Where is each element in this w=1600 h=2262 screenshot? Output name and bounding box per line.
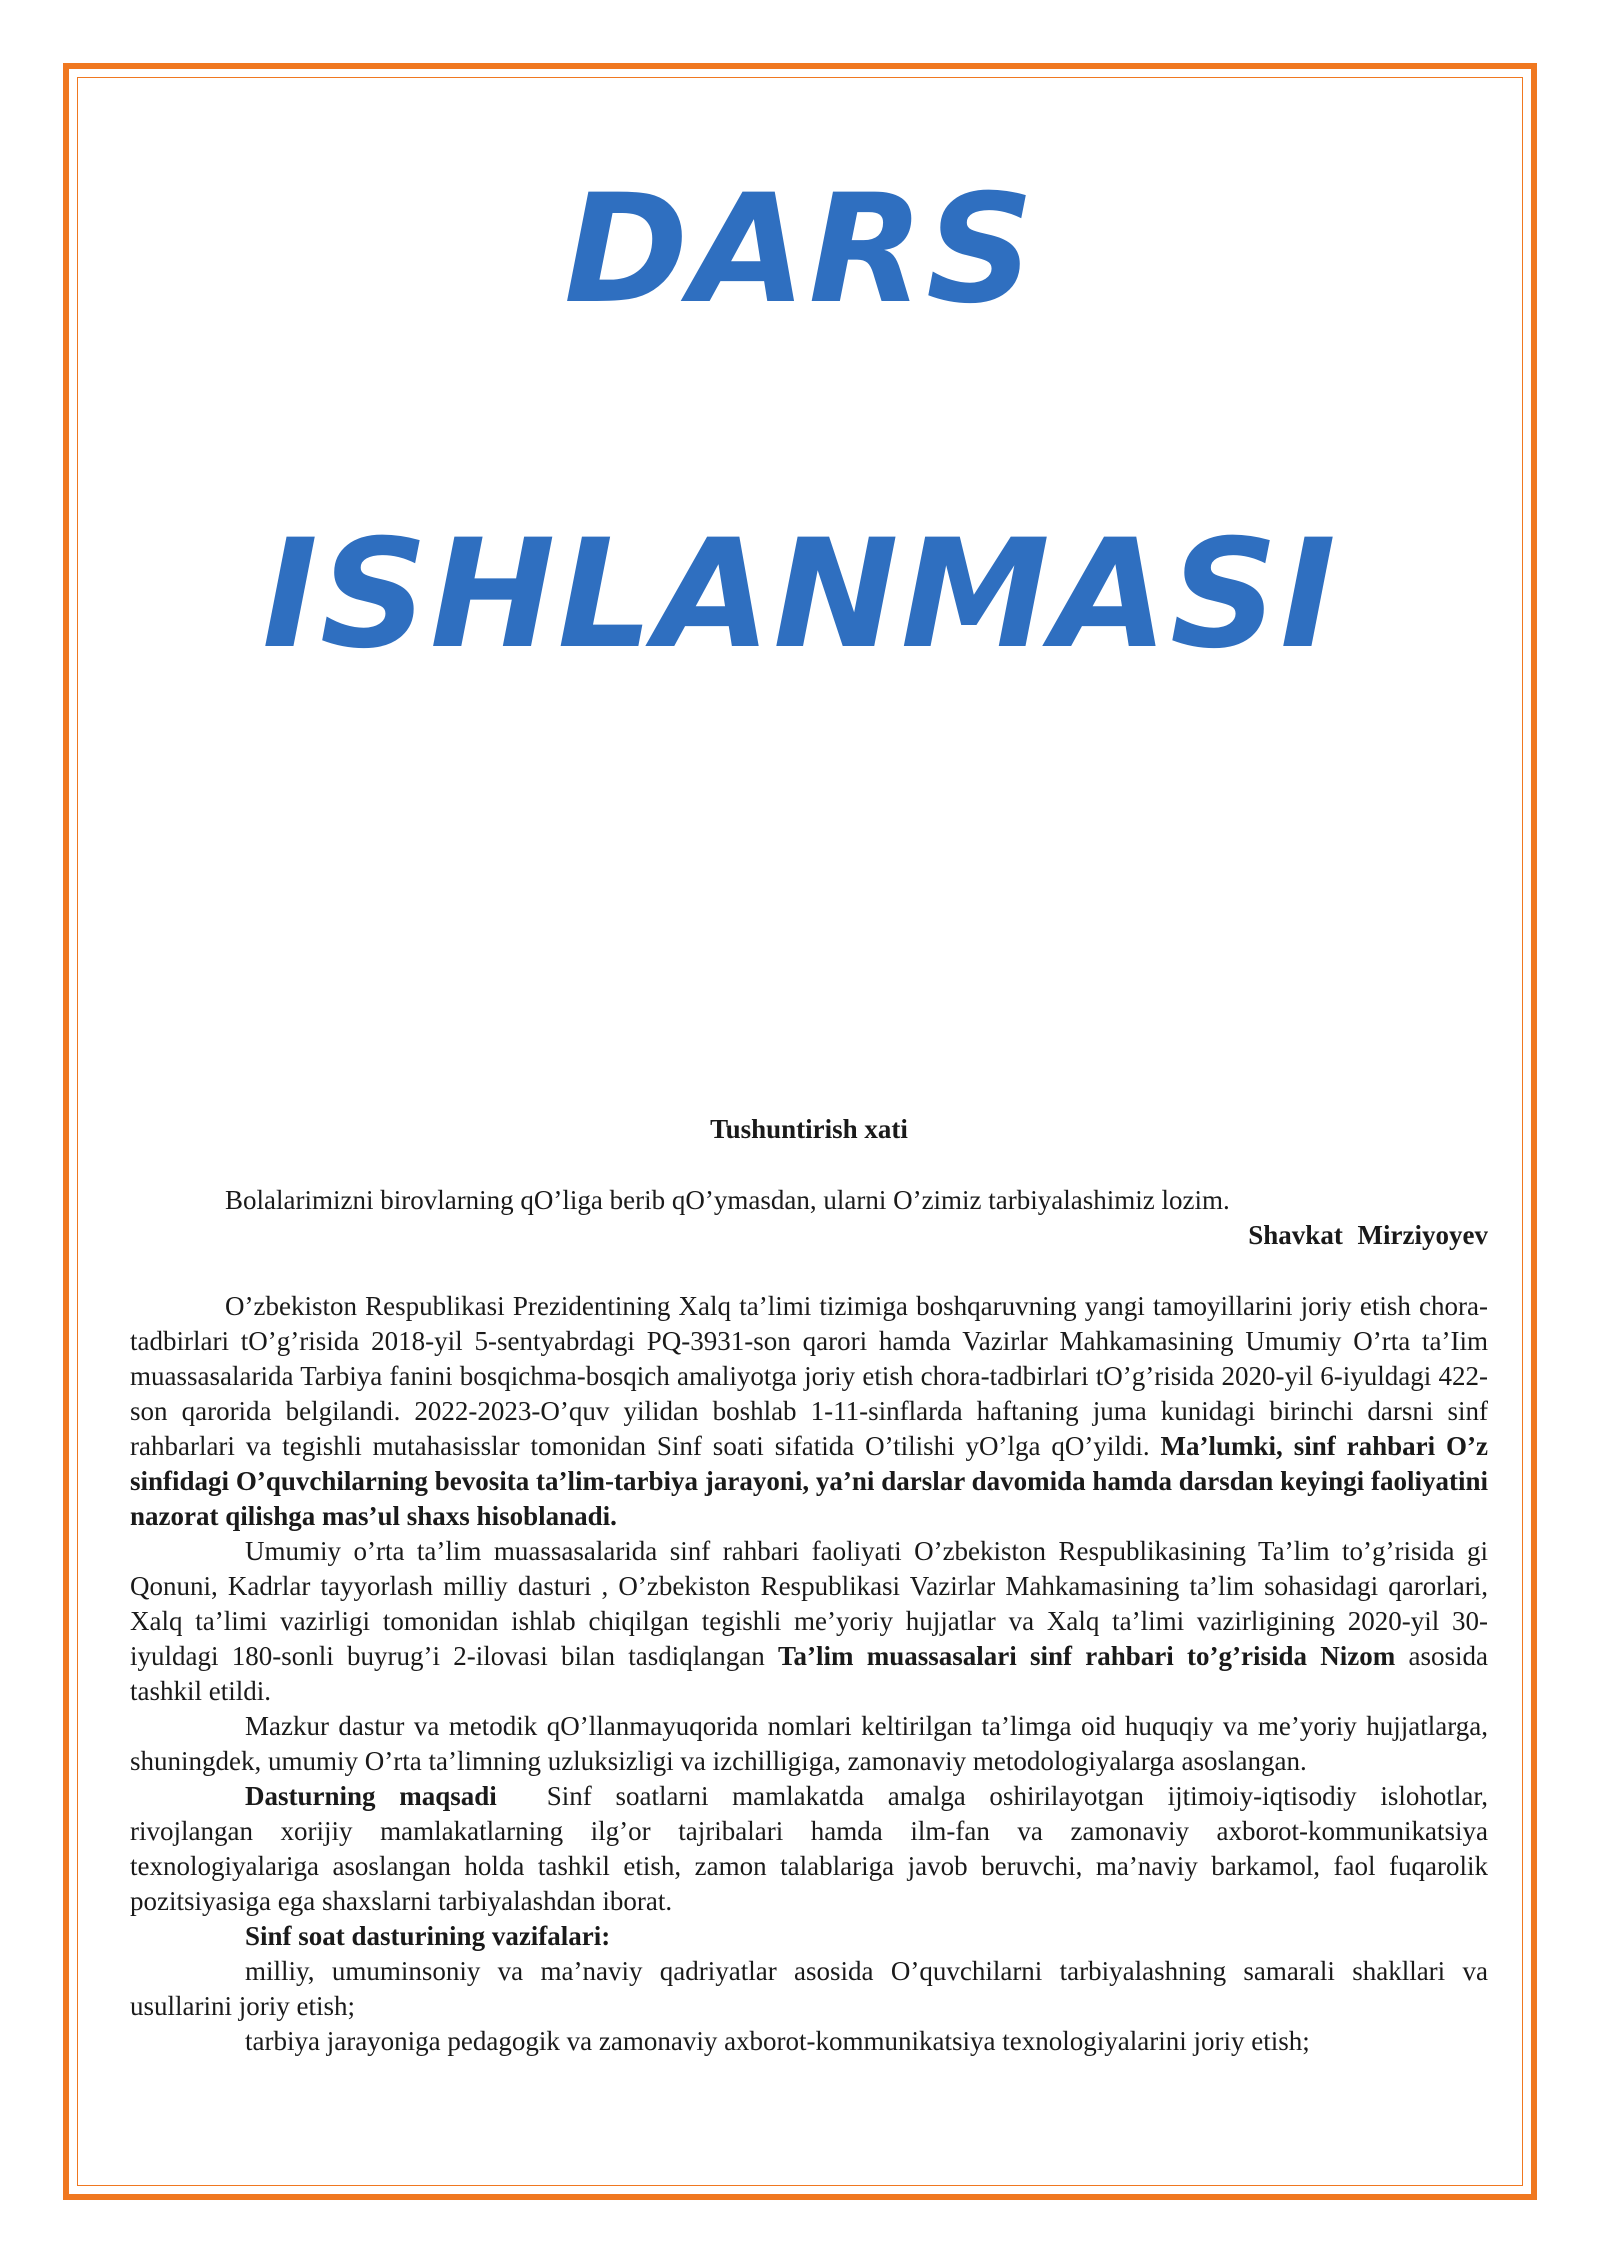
section-heading: Tushuntirish xati <box>710 1114 908 1144</box>
paragraph-6: milliy, umuminsoniy va ma’naviy qadriyatlar asosida O’quvchilarni tarbiyalashning samarali shakllari va usullarini joriy etish; <box>130 1956 1488 2021</box>
paragraph-1 <box>130 1289 1488 1534</box>
epigraph-quote: Bolalarimizni birovlarning qO’liga berib qO’ymasdan, ularni O’zimiz tarbiyalashimiz lozim. <box>225 1185 1230 1215</box>
paragraph-2-bold: Ta’lim muassasalari sinf rahbari to’g’risida Nizom <box>777 1641 1396 1671</box>
paragraph-5 <box>130 1919 1488 1954</box>
document-body <box>130 1112 1488 2059</box>
paragraph-5-label: Sinf soat dasturining vazifalari: <box>245 1921 611 1951</box>
paragraph-2-tail: asosida tashkil etildi. <box>130 1641 1489 1706</box>
paragraph-4-label: Dasturning maqsadi <box>245 1781 497 1811</box>
paragraph-2-text: Umumiy o’rta ta’lim muassasalarida sinf rahbari faoliyati O’zbekiston Respublikasining Ta’lim to’g’risida gi Qonuni, Kadrlar tayyorlash milliy dasturi , O’zbekiston Respublikasi Vazirlar Mahkamasining ta’lim sohasidagi qarorlari, Xalq ta’limi vazirligi tomonidan ishlab chiqilgan tegishli me’yoriy hujjatlar va Xalq ta’limi vazirligining 2020-yil 30-iyuldagi 180-sonli buyrug’i 2-ilovasi bilan tasdiqlangan <box>130 1536 1488 1671</box>
title-line-2: ISHLANMASI <box>262 508 1338 682</box>
title-line-1: DARS <box>563 163 1037 337</box>
paragraph-4 <box>130 1779 1488 1919</box>
paragraph-3: Mazkur dastur va metodik qO’llanmayuqorida nomlari keltirilgan ta’limga oid huquqiy va me’yoriy hujjatlarga, shuningdek, umumiy O’rta ta’limning uzluksizligi va izchilligiga, zamonaviy metodologiyalarga asoslangan. <box>130 1711 1488 1776</box>
paragraph-4-text: Sinf soatlarni mamlakatda amalga oshirilayotgan ijtimoiy-iqtisodiy islohotlar, rivojlangan xorijiy mamlakatlarning ilg’or tajribalari hamda ilm-fan va zamonaviy axborot-kommunikatsiya texnologiyalariga asoslangan holda tashkil etish, zamon talablariga javob beruvchi, ma’naviy barkamol, faol fuqarolik pozitsiyasiga ega shaxslarni tarbiyalashdan iborat. <box>130 1781 1488 1916</box>
paragraph-2 <box>130 1534 1488 1709</box>
paragraph-7: tarbiya jarayoniga pedagogik va zamonaviy axborot-kommunikatsiya texnologiyalarini joriy etish; <box>245 2026 1310 2056</box>
paragraph-1-bold: Ma’lumki, sinf rahbari O’z sinfidagi O’quvchilarning bevosita ta’lim-tarbiya jarayoni, ya’ni darslar davomida hamda darsdan keyingi faoliyatini nazorat qilishga mas’ul shaxs hisoblanadi. <box>130 1431 1489 1531</box>
paragraph-1-text: O’zbekiston Respublikasi Prezidentining Xalq ta’limi tizimiga boshqaruvning yangi tamoyillarini joriy etish chora-tadbirlari tO’g’risida 2018-yil 5-sentyabrdagi PQ-3931-son qarori hamda Vazirlar Mahkamasining Umumiy O’rta ta’Iim muassasalarida Tarbiya fanini bosqichma-bosqich amaliyotga joriy etish chora-tadbirlari tO’g’risida 2020-yil 6-iyuldagi 422-son qarorida belgilandi. 2022-2023-O’quv yilidan boshlab 1-11-sinflarda haftaning juma kunidagi birinchi darsni sinf rahbarlari va tegishli mutahasisslar tomonidan Sinf soati sifatida O’tilishi yO’lga qO’yildi. <box>130 1291 1488 1461</box>
epigraph-author: Shavkat Mirziyoyev <box>1248 1220 1488 1250</box>
